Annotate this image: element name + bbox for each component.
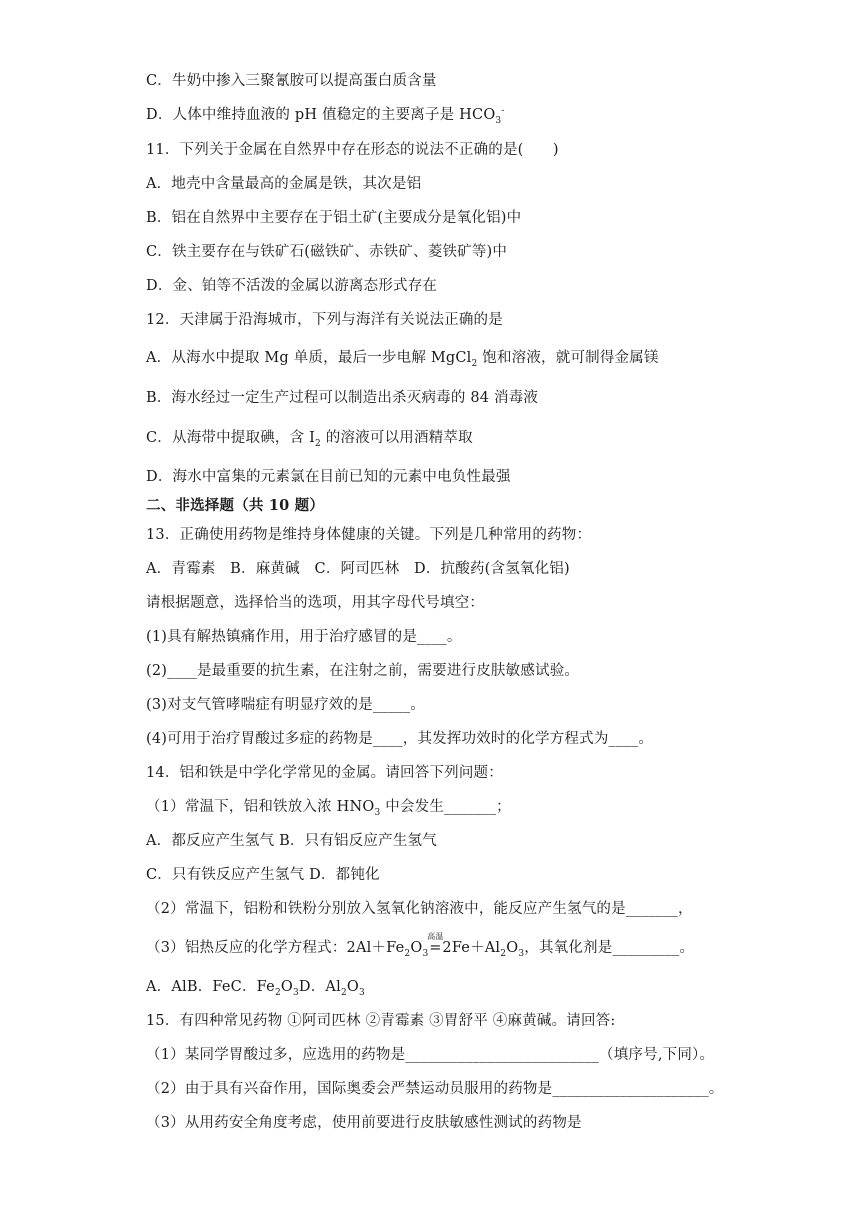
section-heading (146, 496, 324, 516)
option-12c (146, 428, 473, 448)
option-text: C．牛奶中掺入三聚氰胺可以提高蛋白质含量 (146, 73, 437, 89)
subquestion-text: （1）常温下，铝和铁放入浓 HNO (146, 799, 375, 815)
question-15-part-1 (146, 1045, 714, 1065)
question-14-part-1 (146, 797, 511, 817)
subscript: 3 (292, 987, 299, 998)
option-11c (146, 242, 507, 262)
option-text: D．人体中维持血液的 pH 值稳定的主要离子是 HCO (146, 107, 496, 123)
option-text: A．AlB．FeC．Fe (146, 979, 275, 995)
subscript: 3 (358, 987, 365, 998)
question-14-part-3-options (146, 977, 365, 997)
option-text: C．铁主要存在与铁矿石(磁铁矿、赤铁矿、菱铁矿等)中 (146, 244, 508, 260)
option-text: D．金、铂等不活泼的金属以游离态形式存在 (146, 278, 438, 294)
section-heading-text: 二、非选择题（共 10 题） (146, 497, 325, 514)
equation-text: O (410, 940, 423, 956)
subscript: 2 (340, 987, 347, 998)
option-text: A．都反应产生氢气 B．只有铝反应产生氢气 (146, 833, 437, 849)
question-14-options-cd (146, 865, 380, 885)
subscript: 2 (274, 987, 281, 998)
option-10d (146, 105, 505, 125)
equation-text: ，其氧化剂是_________。 (524, 940, 695, 956)
question-15-part-3 (146, 1113, 582, 1133)
question-text: 14．铝和铁是中学化学常见的金属。请回答下列问题： (146, 765, 503, 781)
option-text: A．青霉素 B．麻黄碱 C．阿司匹林 D．抗酸药(含氢氧化铝) (146, 561, 570, 577)
question-13-part-3 (146, 695, 425, 715)
subscript: 3 (518, 948, 525, 959)
equation-text: O (506, 940, 519, 956)
option-11a (146, 174, 421, 194)
option-text: O (346, 979, 359, 995)
option-text: A．从海水中提取 Mg 单质，最后一步电解 MgCl (146, 350, 472, 366)
subscript: 2 (404, 948, 411, 959)
subquestion-text: （3）从用药安全角度考虑，使用前要进行皮肤敏感性测试的药物是 (146, 1115, 582, 1131)
equation-text: （3）铝热反应的化学方程式：2Al＋Fe (146, 940, 405, 956)
question-13-part-1 (146, 627, 462, 647)
option-text: B．海水经过一定生产过程可以制造出杀灭病毒的 84 消毒液 (146, 390, 539, 406)
subscript: 3 (374, 807, 381, 818)
option-12d (146, 467, 511, 487)
question-13-instruction (146, 593, 484, 613)
reaction-condition (427, 932, 444, 958)
subscript: 3 (495, 115, 502, 126)
subscript: 2 (471, 358, 478, 369)
subquestion-text: （2）由于具有兴奋作用，国际奥委会严禁运动员服用的药物是_____________________。 (146, 1081, 724, 1097)
subscript: 2 (500, 948, 507, 959)
subquestion-text-cont: 中会发生_______； (380, 799, 511, 815)
question-11-stem (146, 140, 559, 160)
subquestion-text: （1）某同学胃酸过多，应选用的药物是__________________________（填序号,下同）。 (146, 1047, 715, 1063)
subquestion-text: (1)具有解热镇痛作用，用于治疗感冒的是____。 (146, 629, 462, 645)
superscript: - (501, 106, 505, 117)
question-text: 11．下列关于金属在自然界中存在形态的说法不正确的是( ) (146, 142, 559, 158)
instruction-text: 请根据题意，选择恰当的选项，用其字母代号填空： (146, 595, 485, 611)
option-text: C．从海带中提取碘，含 I (146, 430, 316, 446)
option-11d (146, 276, 437, 296)
option-text: C．只有铁反应产生氢气 D．都钝化 (146, 867, 380, 883)
question-13-part-2 (146, 661, 579, 681)
option-12a (146, 348, 659, 368)
option-text: O (280, 979, 293, 995)
question-text: 12．天津属于沿海城市，下列与海洋有关说法正确的是 (146, 312, 503, 328)
option-text: B．铝在自然界中主要存在于铝土矿(主要成分是氧化铝)中 (146, 210, 522, 226)
question-15-stem (146, 1011, 615, 1031)
option-text-cont: 的溶液可以用酒精萃取 (320, 430, 473, 446)
subquestion-text: (2)____是最重要的抗生素，在注射之前，需要进行皮肤敏感试验。 (146, 663, 580, 679)
question-text: 13．正确使用药物是维持身体健康的关键。下列是几种常用的药物： (146, 527, 592, 543)
subquestion-text: （2）常温下，铝粉和铁粉分别放入氢氧化钠溶液中，能反应产生氢气的是_______， (146, 901, 693, 917)
subscript: 2 (315, 438, 321, 449)
question-13-options (146, 559, 570, 579)
equation-text: 2Fe＋Al (442, 940, 501, 956)
question-14-stem (146, 763, 503, 783)
question-14-part-2 (146, 899, 693, 919)
option-text-cont: 饱和溶液，就可制得金属镁 (477, 350, 659, 366)
option-12b (146, 388, 538, 408)
question-13-part-4 (146, 729, 653, 749)
option-text: A．地壳中含量最高的金属是铁，其次是铝 (146, 176, 422, 192)
option-11b (146, 208, 521, 228)
subscript: 3 (422, 948, 429, 959)
option-text: D．Al (298, 979, 341, 995)
subquestion-text: (3)对支气管哮喘症有明显疗效的是_____。 (146, 697, 425, 713)
subquestion-text: (4)可用于治疗胃酸过多症的药物是____，其发挥功效时的化学方程式为____。 (146, 731, 654, 747)
question-13-stem (146, 525, 591, 545)
reaction-equals-sign: = (429, 940, 442, 956)
question-15-part-2 (146, 1079, 723, 1099)
question-14-part-3 (146, 932, 695, 959)
question-12-stem (146, 310, 503, 330)
option-text: D．海水中富集的元素氯在目前已知的元素中电负性最强 (146, 469, 511, 485)
question-14-options-ab (146, 831, 437, 851)
question-text: 15．有四种常见药物 ①阿司匹林 ②青霉素 ③胃舒平 ④麻黄碱。请回答: (146, 1013, 616, 1029)
option-10c (146, 71, 437, 91)
reaction-condition-label: 高温 (427, 932, 444, 941)
